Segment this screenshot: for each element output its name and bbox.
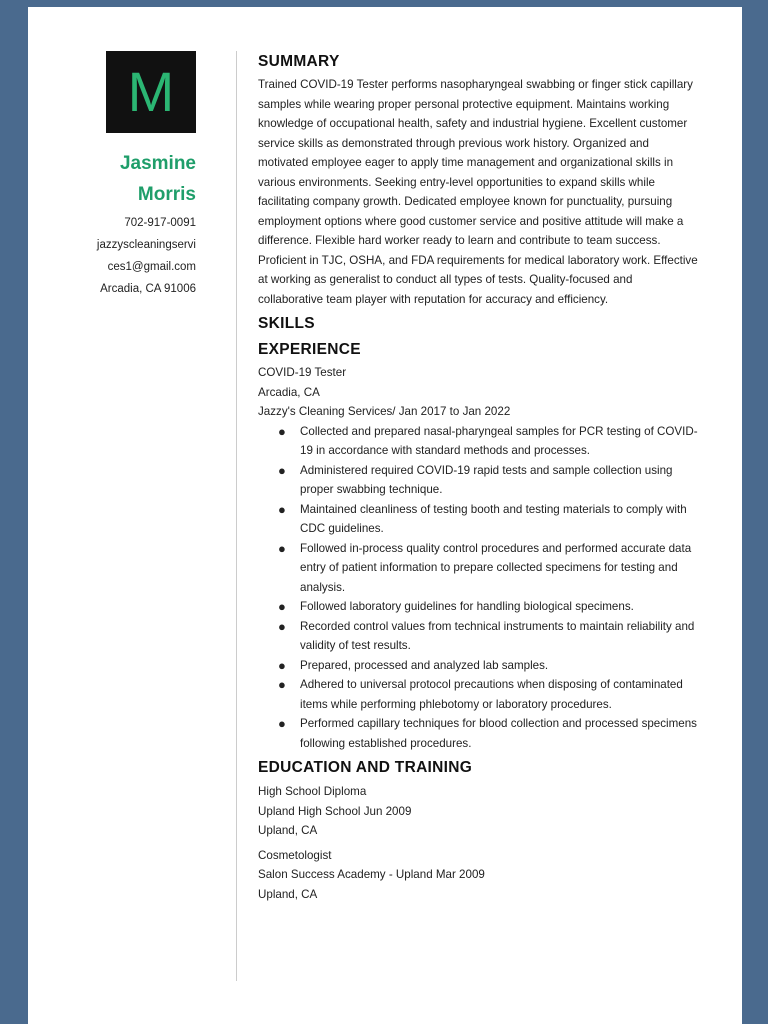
bullet-text: Adhered to universal protocol precautions when disposing of contaminated items while performing phlebotomy or laboratory procedures. bbox=[300, 678, 683, 711]
experience-bullet bbox=[278, 422, 698, 461]
skills-heading: SKILLS bbox=[258, 315, 315, 332]
experience-bullet bbox=[278, 461, 698, 500]
experience-bullet bbox=[278, 617, 698, 656]
experience-bullet bbox=[278, 656, 698, 676]
email-line-2: ces1@gmail.com bbox=[107, 261, 196, 273]
experience-bullet bbox=[278, 675, 698, 714]
summary-heading: SUMMARY bbox=[258, 53, 340, 70]
bullet-icon: ● bbox=[278, 540, 286, 556]
address: Arcadia, CA 91006 bbox=[100, 283, 196, 295]
bullet-icon: ● bbox=[278, 462, 286, 478]
column-divider bbox=[236, 51, 237, 981]
experience-bullet bbox=[278, 500, 698, 539]
job-title: COVID-19 Tester bbox=[258, 366, 347, 379]
resume-page bbox=[28, 7, 742, 1024]
education-entry bbox=[258, 846, 698, 905]
education-school-date: Salon Success Academy - Upland Mar 2009 bbox=[258, 868, 485, 881]
bullet-text: Prepared, processed and analyzed lab samples. bbox=[300, 658, 549, 672]
education-entry bbox=[258, 782, 698, 841]
bullet-text: Administered required COVID-19 rapid tests and sample collection using proper swabbing technique. bbox=[300, 463, 673, 496]
bullet-icon: ● bbox=[278, 501, 286, 517]
main-content bbox=[258, 51, 698, 909]
email-line-1: jazzyscleaningservi bbox=[96, 239, 196, 251]
bullet-text: Followed in-process quality control procedures and performed accurate data entry of patient information to prepare collected specimens for testing and analysis. bbox=[300, 541, 692, 594]
phone-number: 702-917-0091 bbox=[124, 217, 196, 229]
bullet-icon: ● bbox=[278, 657, 286, 673]
experience-bullet bbox=[278, 539, 698, 598]
bullet-text: Collected and prepared nasal-pharyngeal samples for PCR testing of COVID-19 in accordance with standard methods and processes. bbox=[300, 424, 698, 457]
monogram-logo: M bbox=[106, 51, 196, 133]
bullet-icon: ● bbox=[278, 677, 286, 692]
employer-dates: Jazzy's Cleaning Services/ Jan 2017 to Jan 2022 bbox=[258, 405, 511, 418]
education-location: Upland, CA bbox=[258, 887, 318, 901]
education-heading: EDUCATION AND TRAINING bbox=[258, 759, 473, 776]
experience-bullet bbox=[278, 597, 698, 617]
first-name: Jasmine bbox=[119, 153, 196, 174]
bullet-text: Followed laboratory guidelines for handling biological specimens. bbox=[300, 600, 634, 613]
education-school-date: Upland High School Jun 2009 bbox=[258, 804, 412, 818]
bullet-text: Recorded control values from technical instruments to maintain reliability and validity of test results. bbox=[300, 619, 695, 652]
education-degree: Cosmetologist bbox=[258, 848, 332, 862]
last-name: Morris bbox=[137, 184, 196, 205]
bullet-text: Performed capillary techniques for blood collection and processed specimens following established procedures. bbox=[300, 717, 697, 750]
bullet-icon: ● bbox=[278, 716, 286, 731]
experience-bullet bbox=[278, 714, 698, 753]
bullet-icon: ● bbox=[278, 423, 286, 439]
experience-heading: EXPERIENCE bbox=[258, 341, 361, 358]
education-location: Upland, CA bbox=[258, 824, 318, 837]
bullet-icon: ● bbox=[278, 618, 286, 634]
bullet-text: Maintained cleanliness of testing booth and testing materials to comply with CDC guidelines. bbox=[300, 502, 687, 535]
bullet-icon: ● bbox=[278, 599, 286, 614]
education-degree: High School Diploma bbox=[258, 785, 367, 798]
summary-text: Trained COVID-19 Tester performs nasopharyngeal swabbing or finger stick capillary samples while wearing proper personal protective equipment. Maintains working knowledge of occupational health, safety and industrial hygiene. Excellent customer service skills as demonstrated through previous work history. Organized and motivated employee eager to apply time management and organizational skills in various environments. Seeking entry-level opportunities to expand skills while facilitating company growth. Dedicated employee known for punctuality, pursuing employment options where good customer service and positive attitude will make a difference. Flexible hard worker ready to learn and contribute to team success. Proficient in TJC, OSHA, and FDA requirements for medical laboratory work. Effective at working as generalist to conduct all types of tests. Quality-focused and collaborative team player with reputation for accuracy and efficiency. bbox=[258, 78, 698, 306]
job-location: Arcadia, CA bbox=[258, 385, 320, 399]
experience-bullet-list bbox=[258, 422, 698, 754]
